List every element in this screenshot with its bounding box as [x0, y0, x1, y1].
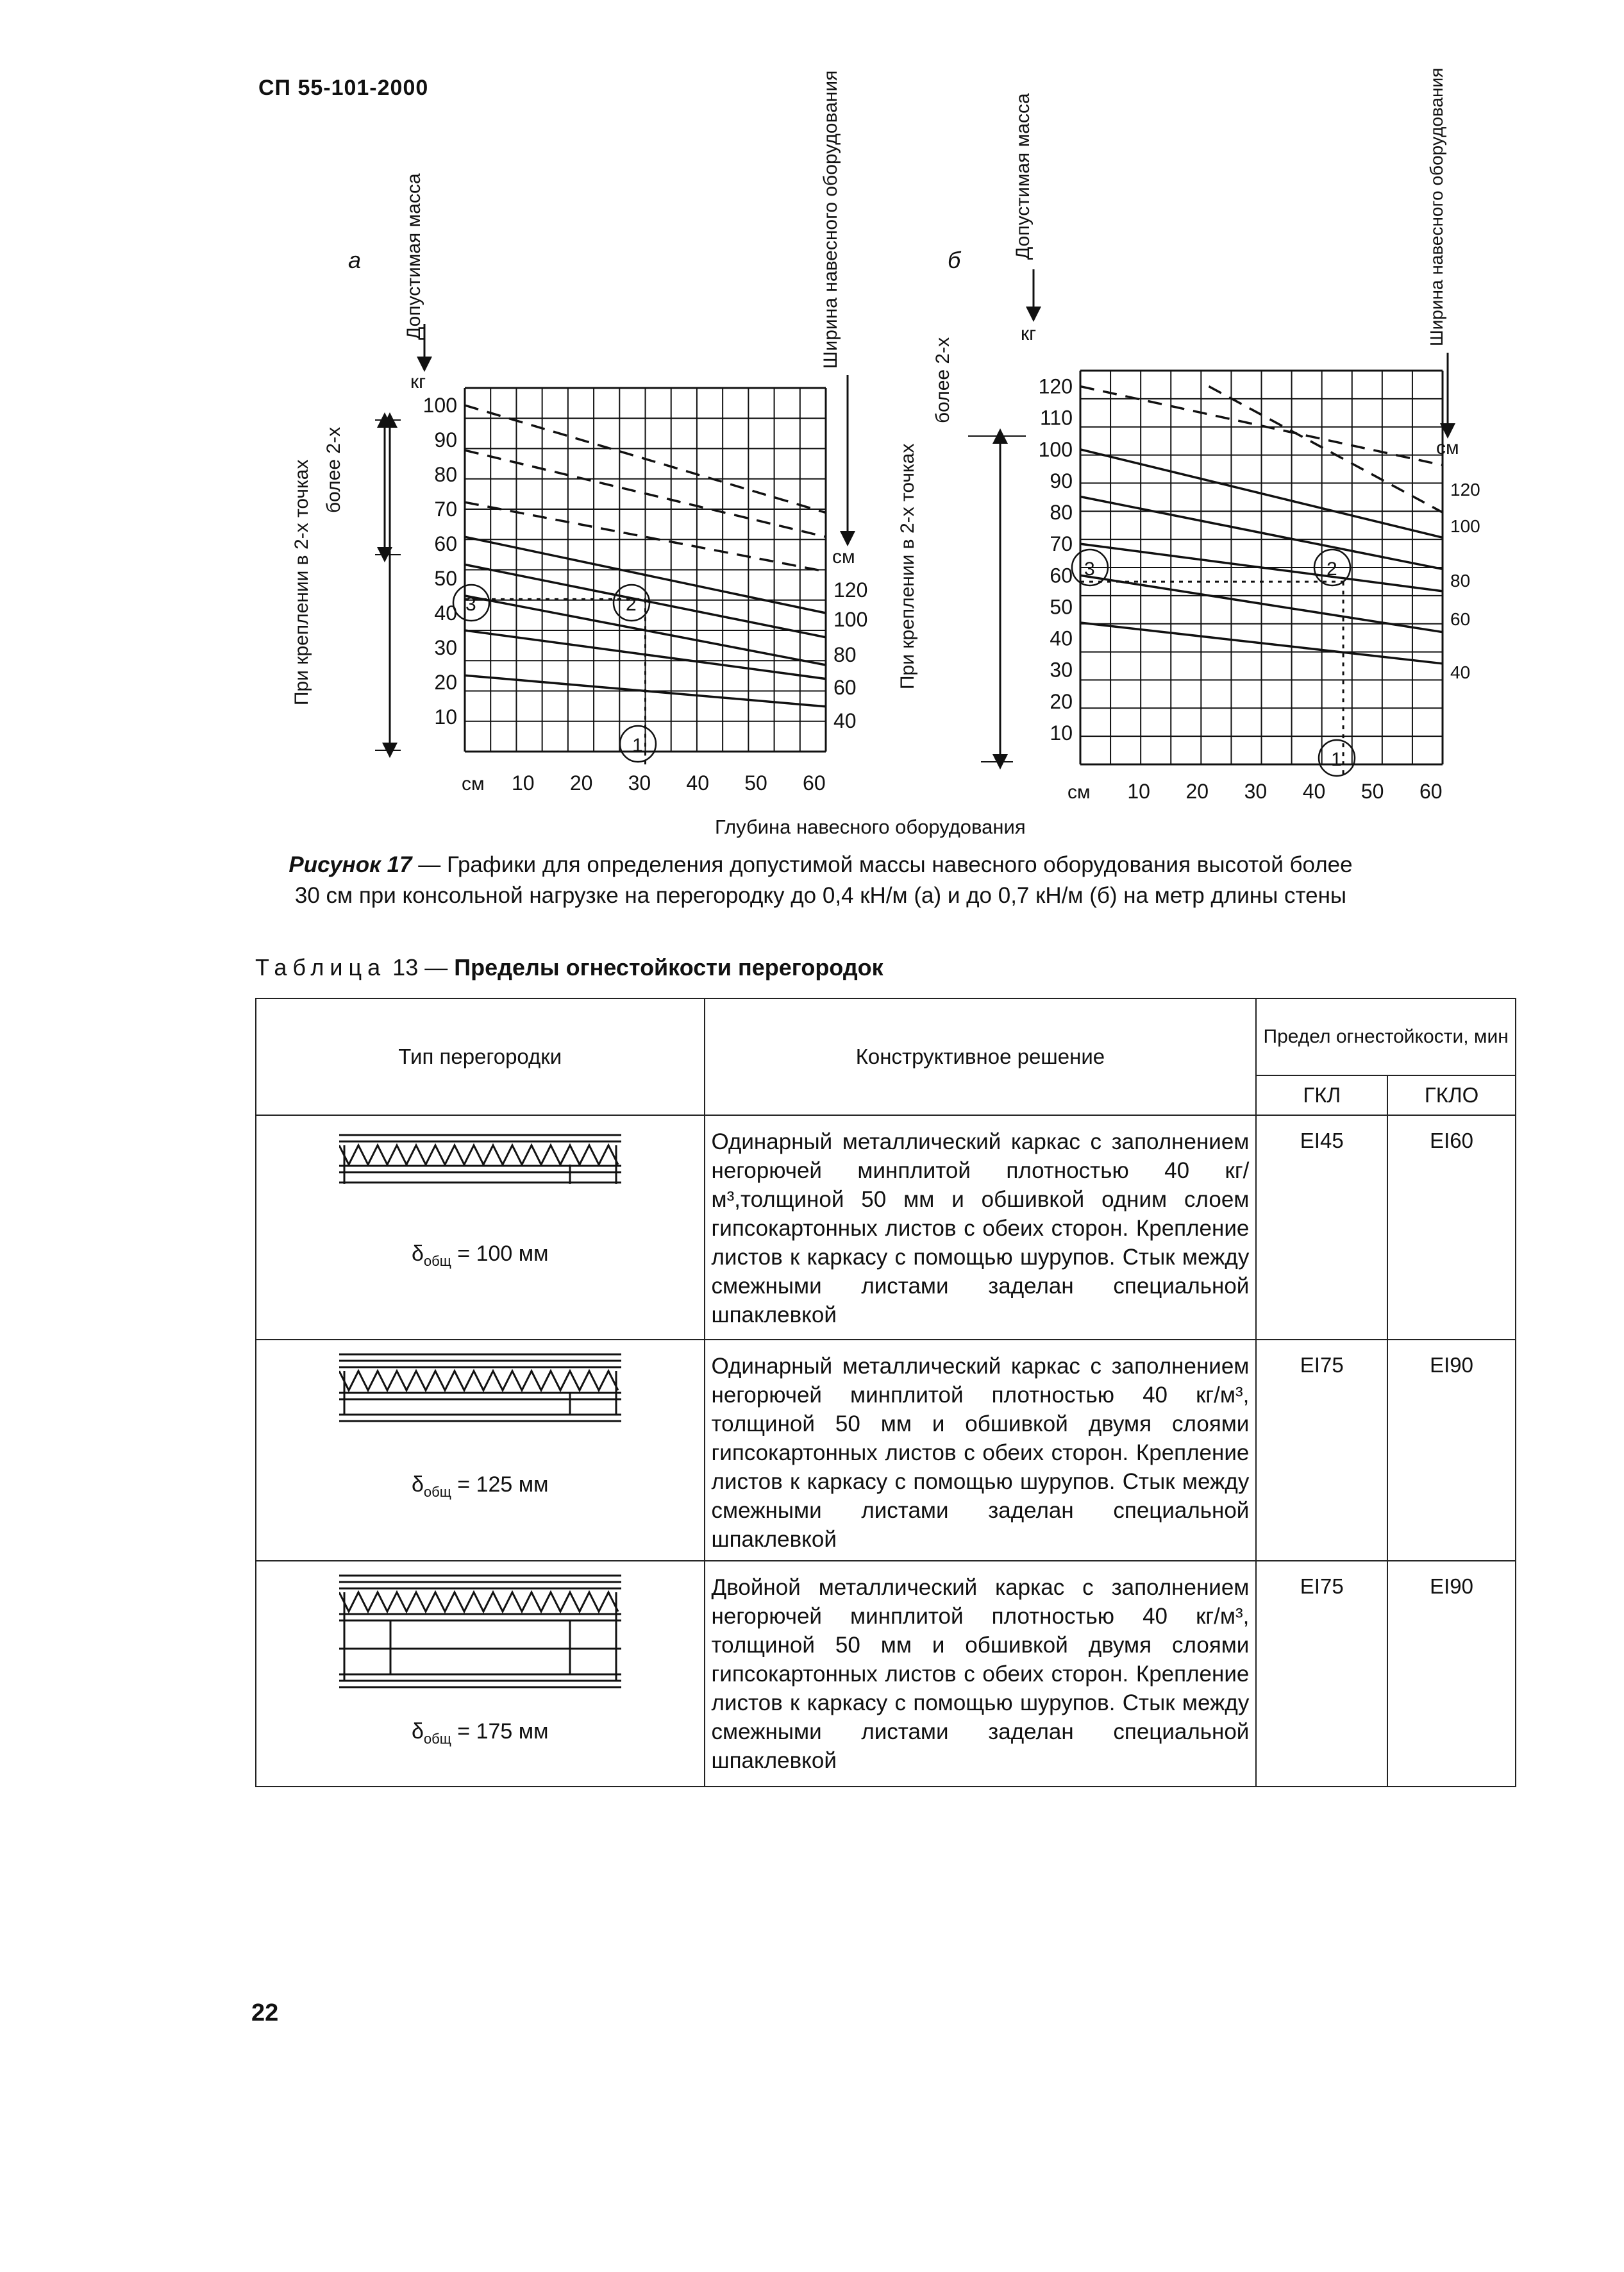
y-tick-label: 40 — [1050, 627, 1073, 650]
figure-caption — [276, 850, 1366, 911]
y-tick-label: 10 — [1050, 721, 1073, 745]
gkl-value-3: EI75 — [1256, 1561, 1387, 1787]
y-tick-label: 80 — [1050, 501, 1073, 525]
left-more2-label-b: более 2-х — [932, 337, 953, 423]
right-tick-label: 120 — [833, 578, 868, 602]
marker-3-b-text: 3 — [1084, 559, 1095, 580]
marker-1-b-text: 1 — [1331, 749, 1342, 770]
figure-17-charts — [0, 0, 1624, 846]
right-tick-label: 40 — [833, 709, 857, 732]
gklo-value-2: EI90 — [1387, 1340, 1516, 1561]
y-axis-label-b — [1012, 93, 1034, 260]
page-number: 22 — [251, 1999, 279, 2026]
right-tick-label: 60 — [833, 676, 857, 699]
x-unit-b: см — [1067, 782, 1091, 803]
right-tick-label: 120 — [1450, 480, 1480, 500]
col-header-limit: Предел огнестойкости, мин — [1256, 998, 1516, 1075]
x-tick-label: 50 — [1360, 780, 1384, 803]
x-tick-label: 20 — [569, 771, 593, 795]
x-tick-label: 50 — [744, 771, 767, 795]
right-axis-label-a: Ширина навесного оборудования — [820, 70, 841, 369]
marker-1-b — [1319, 740, 1355, 776]
thickness-value-3: = 175 мм — [457, 1719, 549, 1744]
y-tick-label: 70 — [1050, 532, 1073, 556]
x-unit-a: см — [462, 773, 485, 795]
fire-resistance-table — [255, 998, 1516, 1787]
y-tick-label: 100 — [423, 394, 457, 417]
x-tick-label: 60 — [1419, 780, 1443, 803]
x-tick-label: 40 — [686, 771, 710, 795]
panel-a-label: а — [348, 247, 362, 273]
right-tick-label: 100 — [1450, 516, 1480, 536]
y-tick-label: 40 — [434, 602, 457, 625]
partition-diagram-cell-1 — [256, 1115, 705, 1340]
left-2points-label-a: При креплении в 2-х точках — [291, 459, 312, 705]
y-axis-mass-label-b: Допустимая масса — [1012, 93, 1034, 260]
marker-1-a-text: 1 — [632, 735, 643, 756]
x-tick-label: 10 — [512, 771, 535, 795]
x-tick-label: 30 — [628, 771, 651, 795]
y-tick-label: 70 — [434, 498, 457, 521]
marker-2-b-text: 2 — [1327, 559, 1337, 580]
panel-b-label: б — [948, 247, 961, 273]
thickness-label-3 — [257, 1719, 703, 1747]
table-row — [256, 1115, 1516, 1340]
y-tick-label: 120 — [1038, 374, 1073, 398]
y-tick-label: 30 — [1050, 658, 1073, 682]
y-tick-label: 100 — [1038, 437, 1073, 461]
table-row — [256, 1561, 1516, 1787]
description-1: Одинарный металлический каркас с заполнением негорючей минплитой плотностью 40 кг/м³,толщиной 50 мм и обшивкой одним слоем гипсокартонных листов с обеих сторон. Крепление листов к каркасу с помощью шурупов. Стык между смежными листами заделан специальной шпаклевкой — [705, 1115, 1257, 1340]
chart-panel-b — [897, 68, 1480, 803]
marker-3-a — [453, 585, 489, 621]
table-caption-word: Таблица — [255, 954, 387, 980]
x-tick-label: 60 — [803, 771, 826, 795]
partition-diagram-cell-3 — [256, 1561, 705, 1787]
x-tick-label: 40 — [1302, 780, 1326, 803]
x-axis-title: Глубина навесного оборудования — [715, 816, 1026, 838]
y-tick-label: 90 — [1050, 469, 1073, 492]
y-tick-label: 30 — [434, 636, 457, 659]
col-header-gkl: ГКЛ — [1256, 1075, 1387, 1115]
gkl-value-2: EI75 — [1256, 1340, 1387, 1561]
y-tick-label: 10 — [434, 705, 457, 728]
right-axis-label-b: Ширина навесного оборудования — [1427, 67, 1446, 346]
y-tick-label: 20 — [1050, 689, 1073, 713]
y-axis-mass-label-a: Допустимая масса — [403, 173, 424, 340]
table-caption-title: Пределы огнестойкости перегородок — [454, 954, 883, 980]
figure-caption-text: — Графики для определения допустимой массы навесного оборудования высотой более 30 см при консольной нагрузке на перегородку до 0,4 кН/м (а) и до 0,7 кН/м (б) на метр длины стены — [294, 852, 1353, 908]
description-2: Одинарный металлический каркас с заполнением негорючей минплитой плотностью 40 кг/м³, толщиной 50 мм и обшивкой двумя слоями гипсокартонных листов с обеих сторон. Крепление листов к каркасу с помощью шурупов. Стык между смежными листами заделан специальной шпаклевкой — [705, 1340, 1257, 1561]
left-more2-label-a: более 2-х — [323, 426, 344, 513]
x-tick-label: 10 — [1127, 780, 1150, 803]
col-header-type: Тип перегородки — [256, 998, 705, 1115]
x-tick-label: 20 — [1185, 780, 1209, 803]
delta-sub-2: общ — [423, 1483, 451, 1500]
col-header-gklo: ГКЛО — [1387, 1075, 1516, 1115]
y-tick-label: 50 — [1050, 595, 1073, 619]
table-row — [256, 1340, 1516, 1561]
thickness-label-1 — [257, 1241, 703, 1270]
y-tick-label: 60 — [434, 532, 457, 555]
right-unit-b: см — [1436, 437, 1459, 459]
delta-symbol-1: δ — [411, 1241, 424, 1266]
right-tick-label: 80 — [1450, 571, 1471, 591]
y-tick-label: 50 — [434, 567, 457, 590]
right-tick-label: 40 — [1450, 662, 1471, 682]
partition-diagram-3 — [339, 1572, 621, 1706]
thickness-value-1: = 100 мм — [457, 1241, 549, 1266]
right-tick-label: 80 — [833, 643, 857, 666]
gklo-value-3: EI90 — [1387, 1561, 1516, 1787]
y-tick-label: 90 — [434, 428, 457, 451]
y-axis-label-a — [403, 173, 424, 340]
y-tick-label: 110 — [1039, 406, 1073, 430]
partition-diagram-cell-2 — [256, 1340, 705, 1561]
table-caption — [255, 954, 883, 981]
delta-sub-1: общ — [423, 1252, 451, 1269]
y-tick-label: 20 — [434, 671, 457, 694]
document-header: СП 55-101-2000 — [258, 76, 429, 100]
gkl-value-1: EI45 — [1256, 1115, 1387, 1340]
x-tick-label: 30 — [1244, 780, 1268, 803]
right-tick-label: 100 — [833, 608, 868, 631]
description-3: Двойной металлический каркас с заполнением негорючей минплитой плотностью 40 кг/м³, толщиной 50 мм и обшивкой двумя слоями гипсокартонных листов с обеих сторон. Крепление листов к каркасу с помощью шурупов. Стык между смежными листами заделан специальной шпаклевкой — [705, 1561, 1257, 1787]
partition-diagram-1 — [339, 1126, 621, 1216]
y-tick-label: 60 — [1050, 564, 1073, 587]
series-line — [1209, 387, 1443, 512]
delta-sub-3: общ — [423, 1730, 451, 1747]
marker-1-a — [620, 726, 656, 762]
left-2points-label-b: При креплении в 2-х точках — [897, 443, 918, 689]
right-unit-a: см — [832, 546, 855, 568]
marker-2-a-text: 2 — [626, 594, 637, 615]
chart-panel-a — [291, 71, 867, 795]
figure-caption-bold: Рисунок 17 — [289, 852, 412, 877]
right-tick-label: 60 — [1450, 609, 1471, 629]
gklo-value-1: EI60 — [1387, 1115, 1516, 1340]
table-caption-num: 13 — — [392, 954, 448, 980]
delta-symbol-2: δ — [411, 1472, 424, 1497]
marker-3-a-text: 3 — [465, 594, 476, 615]
y-unit-a: кг — [410, 371, 426, 392]
y-unit-b: кг — [1021, 323, 1037, 344]
thickness-value-2: = 125 мм — [457, 1472, 549, 1497]
col-header-solution: Конструктивное решение — [705, 998, 1257, 1115]
thickness-label-2 — [257, 1472, 703, 1501]
delta-symbol-3: δ — [411, 1719, 424, 1744]
partition-diagram-2 — [339, 1351, 621, 1447]
y-tick-label: 80 — [434, 463, 457, 486]
